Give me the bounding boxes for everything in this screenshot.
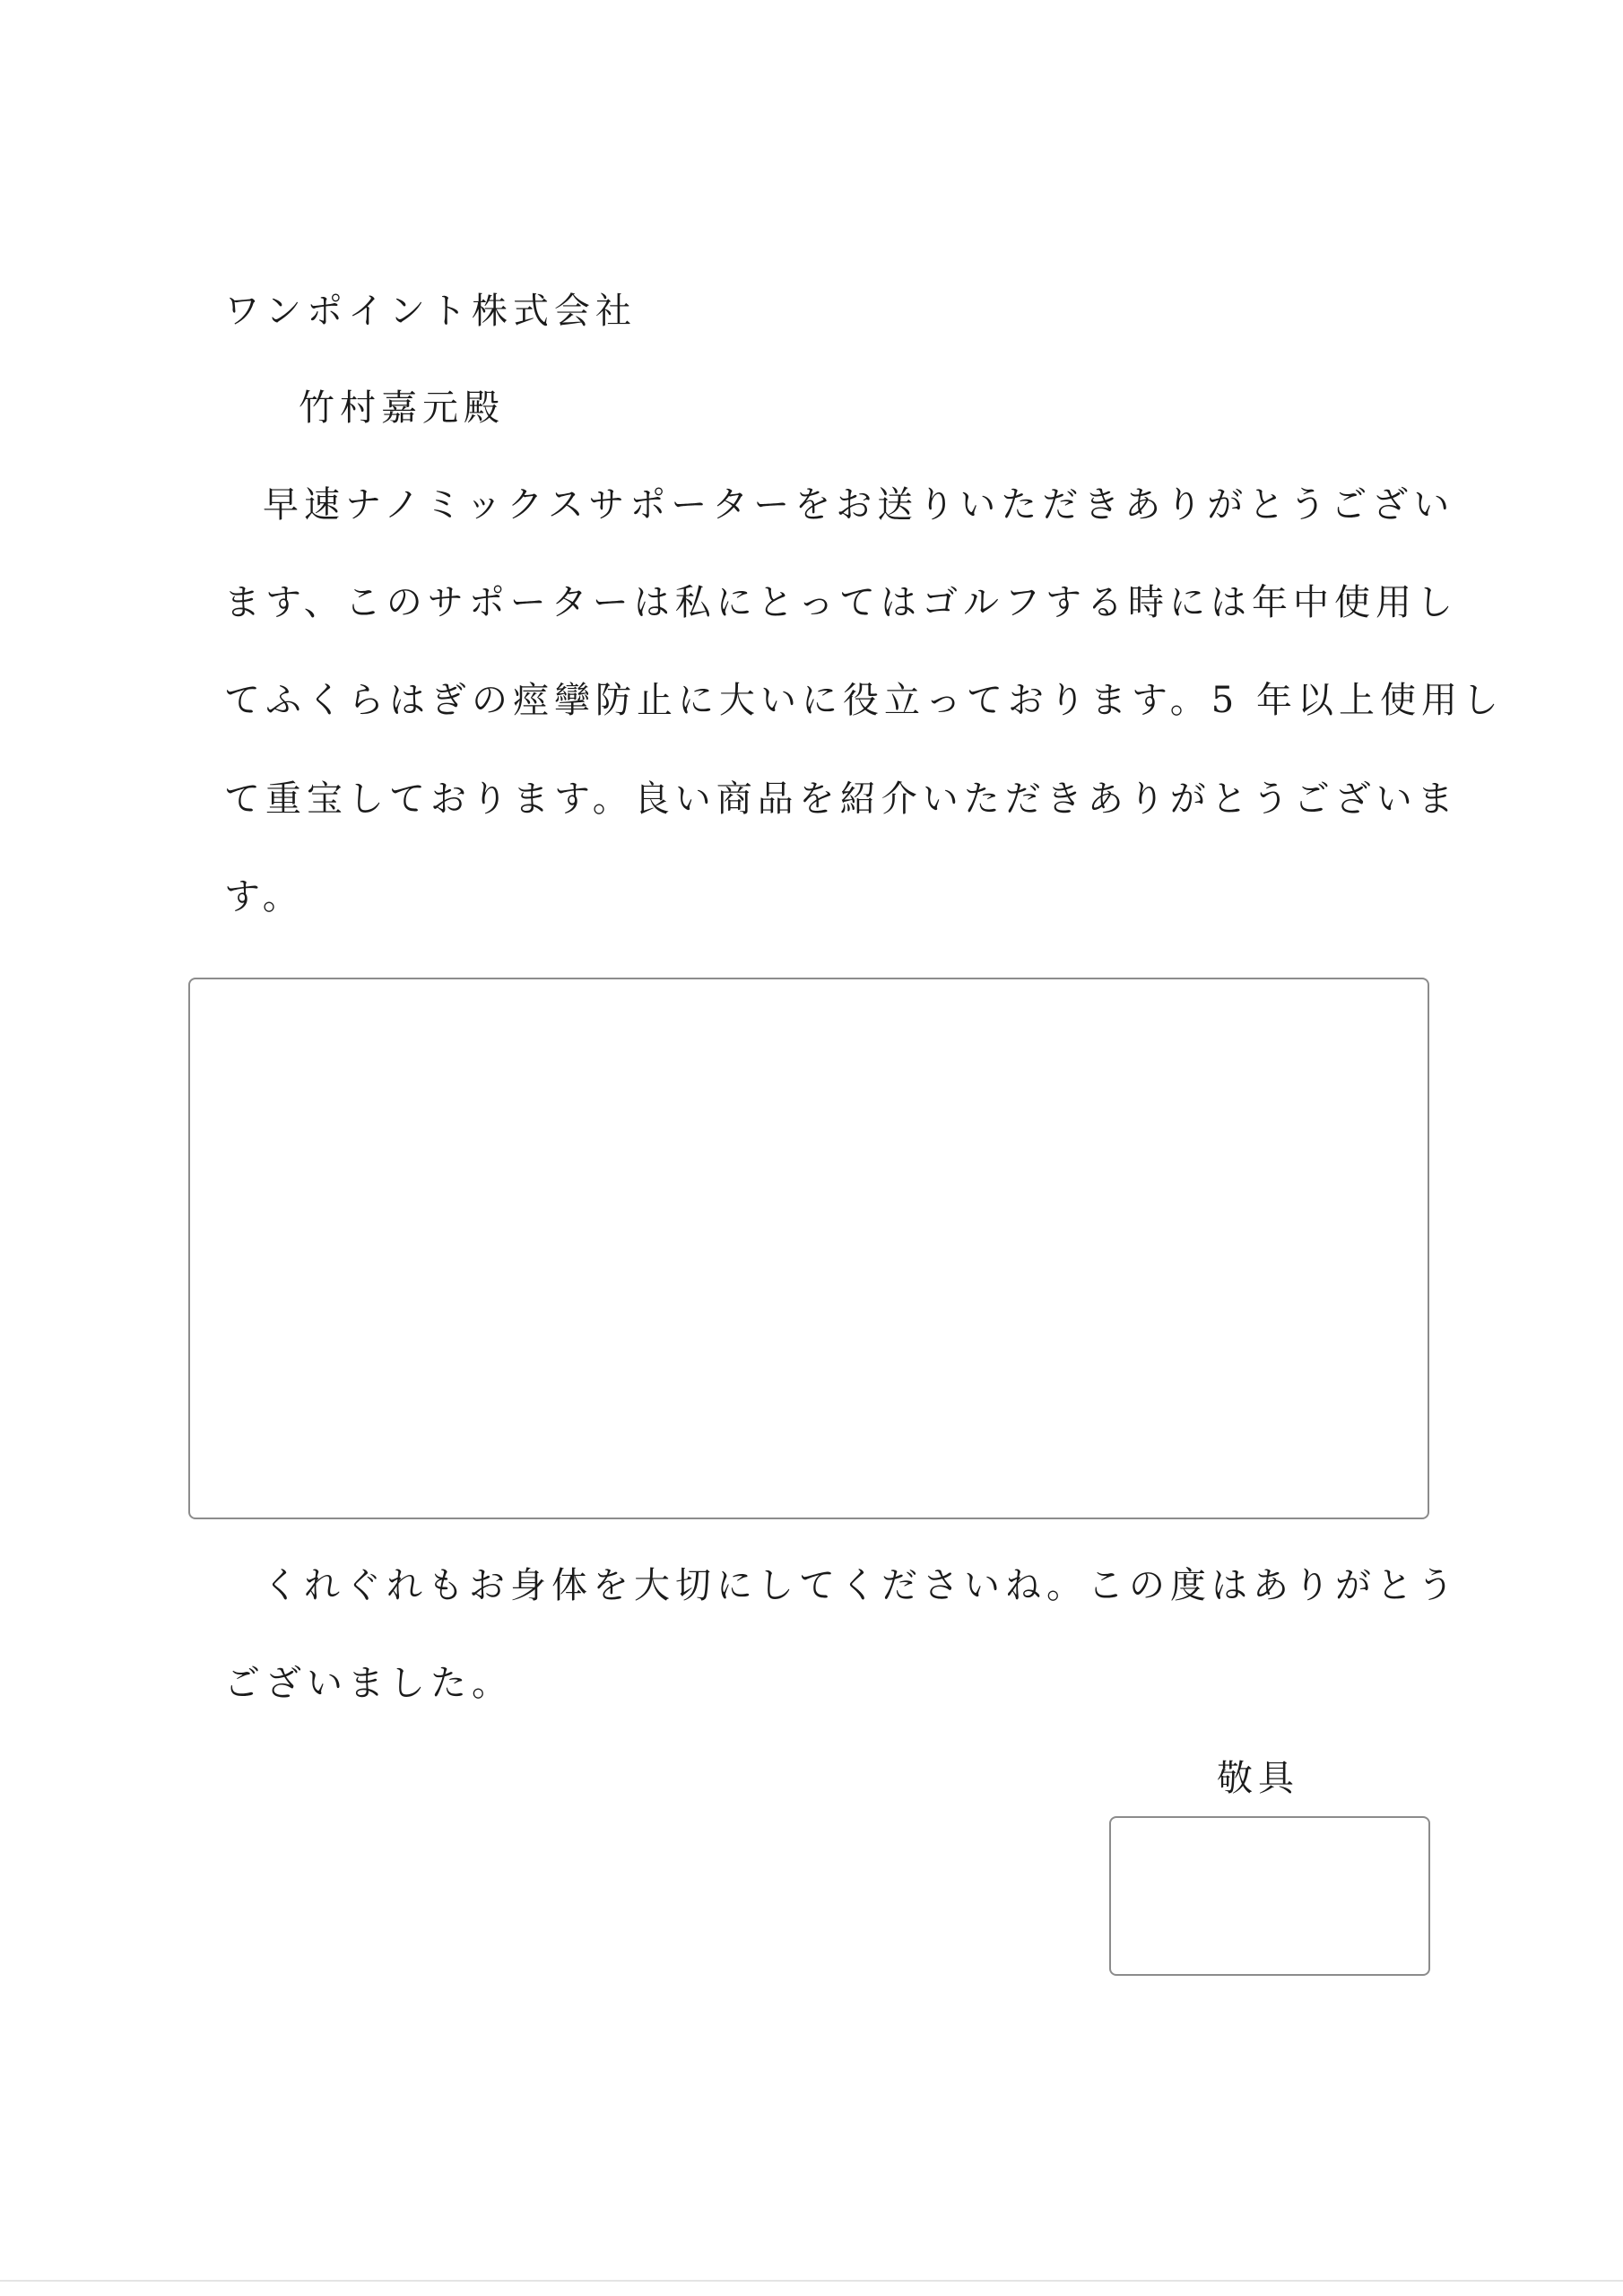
closing-line: くれぐれもお身体を大切にしてくださいね。この度はありがとう: [263, 1565, 1459, 1606]
company-name: ワンポイント株式会社: [224, 291, 637, 332]
signature-box: [1109, 1816, 1430, 1976]
body-line: す。: [224, 876, 304, 918]
body-line: 早速ナノミックスサポーターをお送りいただきありがとうござい: [263, 484, 1455, 526]
body-line: て重宝しております。良い商品を紹介いただきありがとうございま: [224, 778, 1459, 820]
page-edge: [0, 2280, 1623, 2282]
closing-salutation: 敬具: [1217, 1758, 1299, 1799]
recipient-name: 竹村嘉元殿: [299, 387, 505, 429]
closing-line: ございました。: [224, 1663, 513, 1704]
body-line: てふくらはぎの痙攣防止に大いに役立っております。5 年以上使用し: [224, 680, 1504, 721]
redacted-box: [188, 978, 1429, 1519]
body-line: ます、このサポーターは私にとってはゴルフする時には年中使用し: [224, 582, 1458, 623]
